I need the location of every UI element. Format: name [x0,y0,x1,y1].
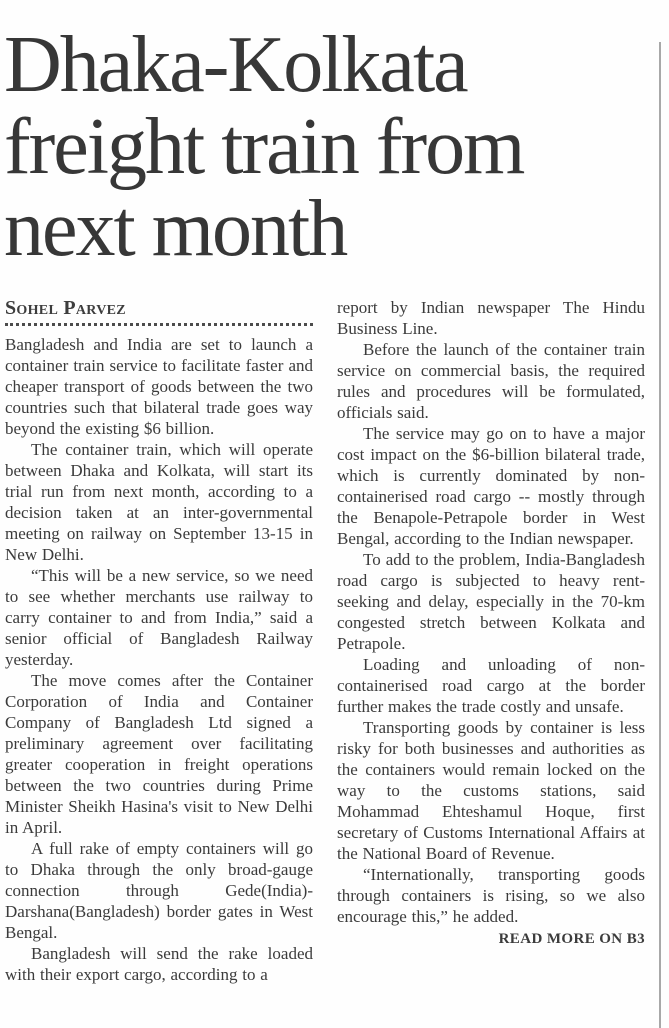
article-paragraph: Before the launch of the container train service on commercial basis, the required rules and procedures will be formulated, officials said. [337,340,645,422]
article-paragraph: “Internationally, transporting goods through containers is rising, so we also encourage this,” he added. [337,865,645,926]
right-column [337,297,645,985]
article-paragraph: Bangladesh and India are set to launch a container train service to facilitate faster and cheaper transport of goods between the two countries such that bilateral trade goes way beyond the existing $6 billion. [5,335,313,438]
headline-line: next month [4,185,347,273]
article-paragraph: The service may go on to have a major cost impact on the $6-billion bilateral trade, which is currently dominated by non-containerised road cargo -- mostly through the Benapole-Petrapole border in West Bengal, according to the Indian newspaper. [337,424,645,548]
byline: Sohel Parvez [5,297,126,319]
article-paragraph: Transporting goods by container is less risky for both businesses and authorities as the containers would remain locked on the way to the customs stations, said Mohammad Ehteshamul Hoque, first secretary of Customs International Affairs at the National Board of Revenue. [337,718,645,863]
article-headline [4,21,664,273]
page-column-rule [659,42,661,1028]
article-body [5,297,645,985]
article-paragraph: Loading and unloading of non-containerised road cargo at the border further makes the trade costly and unsafe. [337,655,645,716]
article-paragraph: The move comes after the Container Corporation of India and Container Company of Bangladesh Ltd signed a preliminary agreement over facilitating greater cooperation in freight operations between the two countries during Prime Minister Sheikh Hasina's visit to New Delhi in April. [5,671,313,837]
article-paragraph: “This will be a new service, so we need to see whether merchants use railway to carry container to and from India,” said a senior official of Bangladesh Railway yesterday. [5,566,313,669]
headline-line: freight train from [4,103,524,191]
right-column-paragraphs [337,297,645,927]
left-column [5,297,313,985]
article-paragraph: To add to the problem, India-Bangladesh road cargo is subjected to heavy rent-seeking and delay, especially in the 70-km congested stretch between Kolkata and Petrapole. [337,550,645,653]
article-paragraph: The container train, which will operate between Dhaka and Kolkata, will start its trial run from next month, according to a decision taken at an inter-governmental meeting on railway on September 13-15 in New Delhi. [5,440,313,564]
left-column-paragraphs [5,334,313,985]
headline-line: Dhaka-Kolkata [4,21,467,109]
article-paragraph: Bangladesh will send the rake loaded with their export cargo, according to a [5,944,313,984]
article-paragraph: A full rake of empty containers will go to Dhaka through the only broad-gauge connection through Gede(India)-Darshana(Bangladesh) border gates in West Bengal. [5,839,313,942]
article-paragraph: report by Indian newspaper The Hindu Business Line. [337,298,645,338]
read-more-note: READ MORE ON B3 [498,931,645,947]
byline-dotted-rule [5,322,313,326]
